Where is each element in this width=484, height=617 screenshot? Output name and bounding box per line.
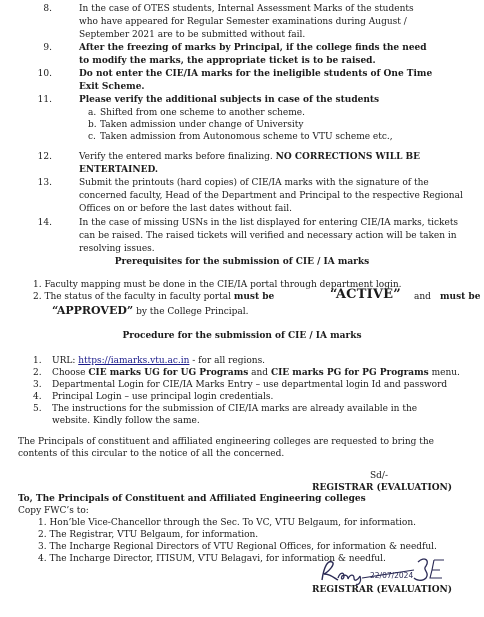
item-9-line-2: to modify the marks, the appropriate ticket is to be raised.	[79, 56, 376, 66]
procedure-item-3: 3. Departmental Login for CIE/IA Marks Entry – use departmental login Id and password	[33, 380, 448, 390]
registrar-title-2: REGISTRAR (EVALUATION)	[312, 585, 453, 595]
iamarks-link[interactable]: https://iamarks.vtu.ac.in	[78, 356, 190, 366]
copy-item-1: 1. Hon’ble Vice-Chancellor through the Sec. To VC, VTU Belgaum, for information.	[38, 518, 417, 528]
item-14-line-2: can be raised. The raised tickets will verified and necessary action will be taken in	[79, 231, 457, 241]
sd-mark: Sd/-	[370, 471, 388, 481]
item-9-line-1: After the freezing of marks by Principal, if the college finds the need	[79, 43, 427, 53]
circular-page: 8. In the case of OTES students, Internal Assessment Marks of the students who have appeared for Regular Semester examinations during August / September 2021 are to be submitted without fail. 9. After the freezing of marks by Principal, if the college finds the need to modify the marks, the appropriate ticket is to be raised. 10. Do not enter the CIE/IA marks for the ineligible students of One Time Exit Scheme. 11. Please verify the additional subjects in case of the students a. Shifted from one scheme to another scheme. b. Taken admission under change of University c. Taken admission from Autonomous scheme to VTU scheme etc., 12. Verify the entered marks before finalizing. NO CORRECTIONS WILL BE ENTERTAINED. 13. Submit the printouts (hard copies) of CIE/IA marks with the signature of the concerned faculty, Head of the Department and Principal to the respective Regional Offices on or before the last dates without fail. 14. In the case of missing USNs in the list displayed for entering CIE/IA marks, tickets can be raised. The raised tickets will verified and necessary action will be taken in resolving issues. Prerequisites for the submission of CIE / IA marks 1. Faculty mapping must be done in the CIE/IA portal through department login. 2. The status of the faculty in faculty portal must be “ACTIVE” and must be “APPROVED” by the College Principal. Procedure for the submission of CIE / IA marks 1. URL: https://iamarks.vtu.ac.in - for all regions. 2. Choose CIE marks UG for UG Programs and CIE marks PG for PG Programs menu. 3. Departmental Login for CIE/IA Marks Entry – use departmental login Id and password 4. Principal Login – use principal login credentials. 5. The instructions for the submission of CIE/IA marks are already available in the website. Kindly follow the same. The Principals of constituent and affiliated engineering colleges are requested to bring the contents of this circular to the notice of all the concerned. Sd/- REGISTRAR (EVALUATION) To, The Principals of Constituent and Affiliated Engineering colleges Copy FWC’s to: 1. Hon’ble Vice-Chancellor through the Sec. To VC, VTU Belgaum, for information. 2. The Registrar, VTU Belgaum, for information. 3. The Incharge Regional Directors of VTU Regional Offices, for information & needful. 4. The Incharge Director, ITISUM, VTU Belagavi, for information & needful. 22/07/2024 REGISTRAR (EVALUATION)	[0, 0, 484, 617]
copy-item-2: 2. The Registrar, VTU Belgaum, for information.	[38, 530, 259, 540]
copy-item-4: 4. The Incharge Director, ITISUM, VTU Belagavi, for information & needful.	[38, 554, 386, 564]
item-12-line-2: ENTERTAINED.	[79, 165, 159, 175]
copy-item-3: 3. The Incharge Regional Directors of VTU Regional Offices, for information & needful.	[38, 542, 437, 552]
prereq-item-2-must-be: must be	[440, 292, 481, 302]
item-11-line-1: Please verify the additional subjects in case of the students	[79, 95, 380, 105]
item-10-line-2: Exit Scheme.	[79, 82, 145, 92]
prereq-item-1: 1. Faculty mapping must be done in the CIE/IA portal through department login.	[33, 280, 402, 290]
closing-para-line-1: The Principals of constituent and affiliated engineering colleges are requested to bring the	[18, 437, 434, 447]
to-principals: To, The Principals of Constituent and Affiliated Engineering colleges	[18, 494, 366, 504]
procedure-item-1: 1. URL: https://iamarks.vtu.ac.in - for all regions.	[33, 356, 266, 366]
procedure-item-4: 4. Principal Login – use principal login credentials.	[33, 392, 274, 402]
prereq-item-2-line-2: “APPROVED” by the College Principal.	[52, 304, 249, 317]
procedure-heading: Procedure for the submission of CIE / IA marks	[122, 331, 362, 341]
prereq-item-2: 2. The status of the faculty in faculty portal must be	[33, 292, 275, 302]
active-status: “ACTIVE”	[330, 287, 401, 302]
item-14-line-3: resolving issues.	[79, 244, 155, 254]
item-13-line-3: Offices on or before the last dates without fail.	[79, 204, 292, 214]
procedure-item-2: 2. Choose CIE marks UG for UG Programs and CIE marks PG for PG Programs menu.	[33, 368, 460, 378]
closing-para-line-2: contents of this circular to the notice of all the concerned.	[18, 449, 285, 459]
item-14-line-1: In the case of missing USNs in the list displayed for entering CIE/IA marks, tickets	[79, 218, 459, 228]
registrar-title-1: REGISTRAR (EVALUATION)	[312, 483, 453, 493]
copy-fwc: Copy FWC’s to:	[18, 506, 89, 516]
item-10-line-1: Do not enter the CIE/IA marks for the ineligible students of One Time	[79, 69, 433, 79]
item-13-line-2: concerned faculty, Head of the Department and Principal to the respective Regional	[79, 191, 463, 201]
prereq-item-2-and: and	[414, 292, 431, 302]
item-13-line-1: Submit the printouts (hard copies) of CIE/IA marks with the signature of the	[79, 178, 429, 188]
item-8-line-1: In the case of OTES students, Internal Assessment Marks of the students	[79, 4, 414, 14]
procedure-item-5: 5. The instructions for the submission of CIE/IA marks are already available in the website. Kindly follow the same.	[33, 404, 418, 426]
item-8-line-3: September 2021 are to be submitted without fail.	[79, 30, 306, 40]
item-8-line-2: who have appeared for Regular Semester examinations during August /	[79, 17, 407, 27]
prereq-heading: Prerequisites for the submission of CIE / IA marks	[114, 257, 370, 267]
signature-date: 22/07/2024	[370, 571, 414, 580]
